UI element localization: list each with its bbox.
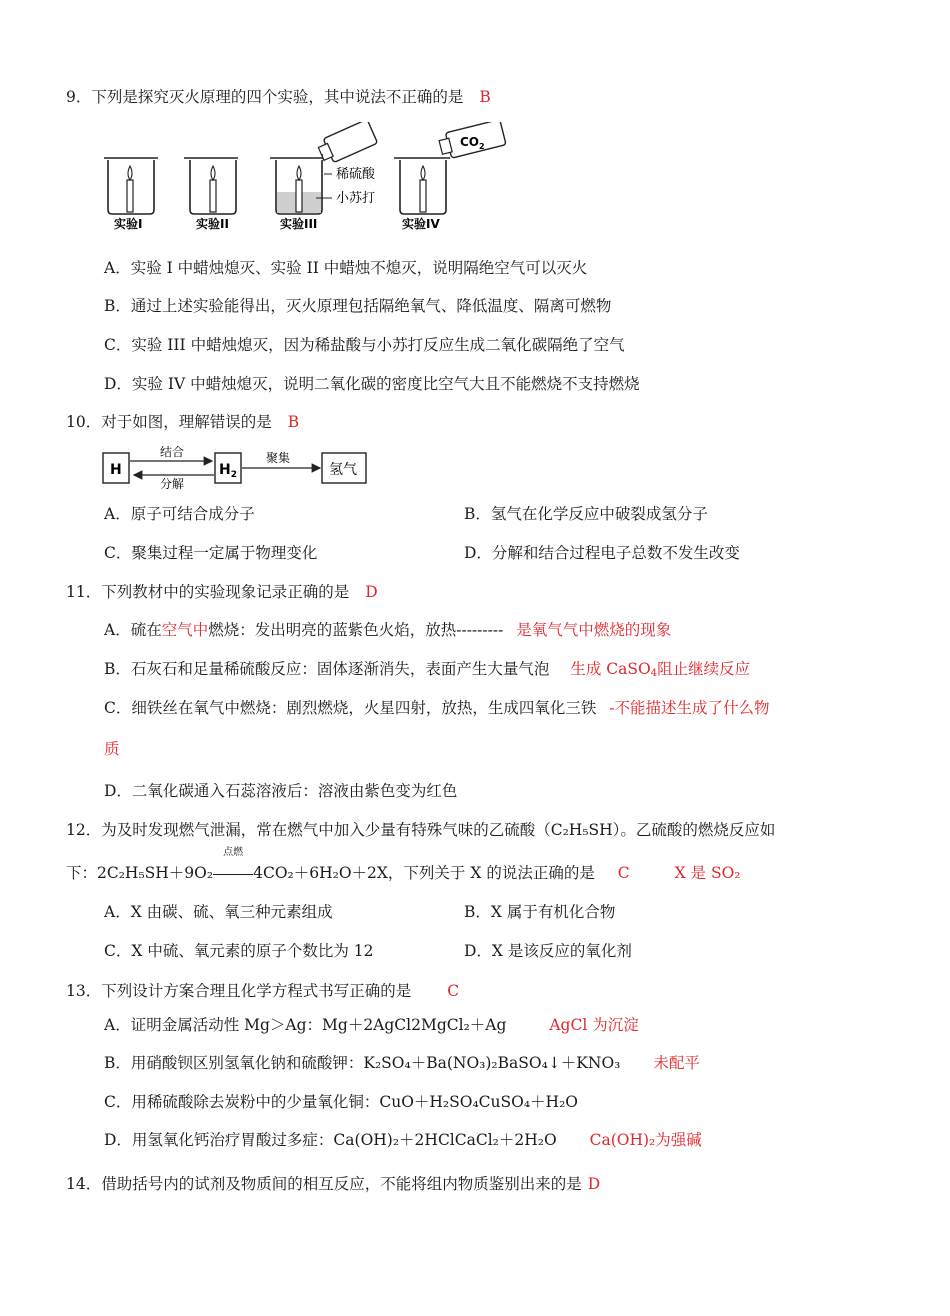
co2-label: $CO_2$ — [460, 135, 485, 151]
q10-option-a: A．原子可结合成分子 — [104, 505, 255, 523]
q11-a-highlight: 空气中 — [161, 621, 209, 639]
q9-option-c: C．实验 III 中蜡烛熄灭，因为稀盐酸与小苏打反应生成二氧化碳隔绝了空气 — [104, 336, 625, 354]
q13-option-a: A．证明金属活动性 Mg＞Ag：Mg＋2AgCl2MgCl₂＋Ag AgCl 为沉淀 — [104, 1016, 639, 1034]
decompose-label: 分解 — [160, 477, 185, 490]
q13-b-note: 未配平 — [653, 1054, 700, 1072]
q10-option-d: D．分解和结合过程电子总数不发生改变 — [464, 544, 740, 562]
q11-b-note: 生成 CaSO$_4$阻止继续反应 — [570, 660, 751, 679]
beaker-1 — [104, 158, 158, 214]
q13-answer: C — [447, 982, 460, 1000]
soda-label: 小苏打 — [336, 191, 376, 206]
q10-option-b: B．氢气在化学反应中破裂成氢分子 — [464, 505, 708, 523]
q13-option-c: C．用稀硫酸除去炭粉中的少量氧化铜：CuO＋H₂SO₄CuSO₄＋H₂O — [104, 1093, 579, 1111]
q9-stem: 9．下列是探究灭火原理的四个实验，其中说法不正确的是 B — [66, 88, 491, 106]
hydrogen-gas: 氢气 — [329, 462, 357, 478]
q10-stem: 10．对于如图，理解错误的是 B — [66, 413, 300, 431]
q10-answer: B — [287, 413, 300, 431]
q9-option-a: A．实验 I 中蜡烛熄灭、实验 II 中蜡烛不熄灭，说明隔绝空气可以灭火 — [104, 259, 588, 277]
q11-a-note: 是氧气气中燃烧的现象 — [516, 621, 672, 639]
q12-equation: 下：2C₂H₅SH＋9O₂ 点燃 4CO₂＋6H₂O＋2X，下列关于 X 的说法正确的是 C X 是 SO₂ — [66, 847, 741, 882]
q12-option-a: A．X 由碳、硫、氧三种元素组成 — [104, 903, 333, 921]
label-exp3: 实验III — [280, 217, 318, 231]
q13-stem: 13．下列设计方案合理且化学方程式书写正确的是 C — [66, 982, 460, 1000]
q12-line1: 12．为及时发现燃气泄漏，常在燃气中加入少量有特殊气味的乙硫酸（C₂H₅SH）。乙硫酸的燃烧反应如 — [66, 821, 776, 839]
q11-option-c: C．细铁丝在氧气中燃烧：剧烈燃烧，火星四射，放热，生成四氧化三铁 -不能描述生成了什么物 — [104, 699, 770, 717]
label-exp2: 实验II — [196, 217, 229, 231]
q9-option-d: D．实验 IV 中蜡烛熄灭，说明二氧化碳的密度比空气大且不能燃烧不支持燃烧 — [104, 375, 640, 393]
q10-figure — [102, 444, 372, 490]
q10-option-c: C．聚集过程一定属于物理变化 — [104, 544, 318, 562]
q11-option-a: A．硫在空气中燃烧：发出明亮的蓝紫色火焰，放热--------- 是氧气气中燃烧的现象 — [104, 621, 672, 639]
q12-note: X 是 SO₂ — [674, 864, 741, 882]
h-atom: H — [110, 462, 122, 478]
q11-c-note: -不能描述生成了什么物 — [609, 699, 770, 717]
q13-option-b: B．用硝酸钡区别氢氧化钠和硫酸钾：K₂SO₄＋Ba(NO₃)₂BaSO₄↓＋KNO₃ 未配平 — [104, 1054, 700, 1072]
q12-option-c: C．X 中硫、氧元素的原子个数比为 12 — [104, 942, 374, 960]
q12-option-b: B．X 属于有机化合物 — [464, 903, 616, 921]
q11-option-b: B．石灰石和足量稀硫酸反应：固体逐渐消失，表面产生大量气泡 生成 CaSO$_4$阻止继续反应 — [104, 660, 751, 679]
q14-answer: D — [587, 1175, 601, 1193]
acid-label: 稀硫酸 — [336, 167, 376, 182]
q13-a-note: AgCl 为沉淀 — [549, 1016, 639, 1034]
q12-option-d: D．X 是该反应的氧化剂 — [464, 942, 632, 960]
q9-option-b: B．通过上述实验能得出，灭火原理包括隔绝氧气、降低温度、隔离可燃物 — [104, 297, 612, 315]
label-exp1: 实验I — [114, 217, 143, 231]
q11-option-d: D．二氧化碳通入石蕊溶液后：溶液由紫色变为红色 — [104, 782, 458, 800]
q9-answer: B — [479, 88, 491, 106]
combine-label: 结合 — [160, 445, 185, 459]
q12-answer: C — [617, 864, 630, 882]
beaker-4 — [394, 122, 506, 214]
gather-label: 聚集 — [266, 451, 291, 465]
beaker-2 — [184, 158, 238, 214]
q13-d-note: Ca(OH)₂为强碱 — [589, 1131, 702, 1149]
q14-stem: 14．借助括号内的试剂及物质间的相互反应，不能将组内物质鉴别出来的是 D — [66, 1175, 601, 1193]
reaction-condition: 点燃 — [213, 862, 253, 884]
q9-figure — [100, 122, 620, 232]
q13-option-d: D．用氢氧化钙治疗胃酸过多症：Ca(OH)₂＋2HClCaCl₂＋2H₂O Ca(OH)₂为强碱 — [104, 1131, 702, 1149]
q11-answer: D — [365, 583, 378, 601]
h2-molecule: $H_2$ — [219, 462, 237, 480]
q11-stem: 11．下列教材中的实验现象记录正确的是 D — [66, 583, 378, 601]
q11-c-note-cont: 质 — [104, 740, 120, 758]
label-exp4: 实验IV — [402, 217, 440, 231]
